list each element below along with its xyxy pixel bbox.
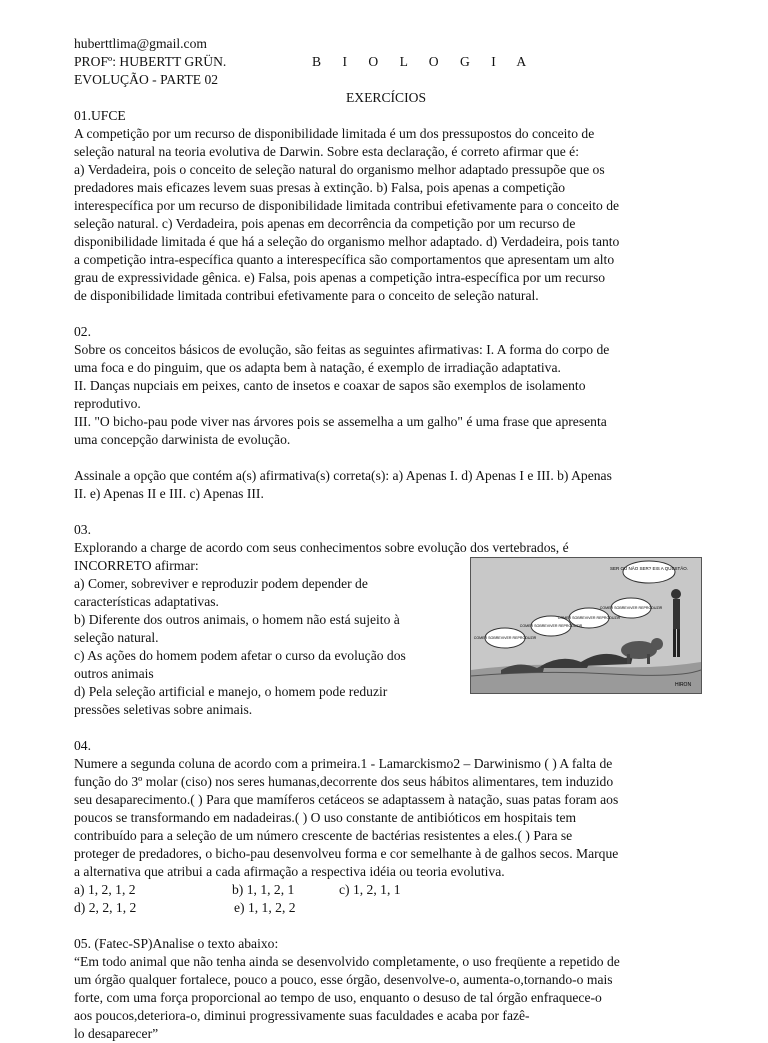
cartoon-drawing bbox=[471, 558, 701, 693]
cartoon-bubble: COMER SOBREVIVER REPRODUZIR bbox=[519, 624, 583, 628]
q3-body bbox=[74, 557, 698, 719]
q3-line: outros animais bbox=[74, 666, 154, 681]
q5-label: 05. (Fatec-SP)Analise o texto abaixo: bbox=[74, 936, 279, 951]
q2-line: III. "O bicho-pau pode viver nas árvores pois se assemelha a um galho" é uma frase que apresenta bbox=[74, 414, 607, 429]
q4-line: função do 3º molar (ciso) nos seres humanas,decorrente dos seus hábitos alimentares, tem induzido bbox=[74, 774, 614, 789]
q4-line: seu desaparecimento.( ) Para que mamíferos cetáceos se adaptassem à natação, suas patas foram aos bbox=[74, 792, 619, 807]
q4-line: a alternativa que atribui a cada afirmação a respectiva idéia ou teoria evolutiva. bbox=[74, 864, 505, 879]
q5-line: lo desaparecer” bbox=[74, 1026, 159, 1041]
cartoon-bubble: COMER SOBREVIVER REPRODUZIR bbox=[473, 636, 537, 640]
cartoon-bubble-top: SER OU NÃO SER? EIS A QUESTÃO. bbox=[609, 566, 689, 571]
q3-line: b) Diferente dos outros animais, o homem não está sujeito à bbox=[74, 612, 400, 627]
q2-line: Sobre os conceitos básicos de evolução, são feitas as seguintes afirmativas: I. A forma do corpo de bbox=[74, 342, 610, 357]
q3-intro: Explorando a charge de acordo com seus conhecimentos sobre evolução dos vertebrados, é bbox=[74, 540, 569, 555]
q2-answer-line: Assinale a opção que contém a(s) afirmativa(s) correta(s): a) Apenas I. d) Apenas I e III. b) Apenas bbox=[74, 468, 612, 483]
q4-text bbox=[74, 755, 698, 881]
q1-line: A competição por um recurso de disponibilidade limitada é um dos pressupostos do conceito de bbox=[74, 126, 595, 141]
q3-line: c) As ações do homem podem afetar o curso da evolução dos bbox=[74, 648, 406, 663]
q3-line: a) Comer, sobreviver e reproduzir podem depender de bbox=[74, 576, 368, 591]
q1-line: interespecífica por um recurso de disponibilidade limitada contribui efetivamente para o conceito de bbox=[74, 198, 620, 213]
topic-title: EVOLUÇÃO - PARTE 02 bbox=[74, 72, 219, 87]
q3-line: d) Pela seleção artificial e manejo, o homem pode reduzir bbox=[74, 684, 388, 699]
q4-option-e: e) 1, 1, 2, 2 bbox=[234, 900, 296, 915]
q3-label: 03. bbox=[74, 522, 91, 537]
document-page bbox=[74, 35, 698, 1043]
q4-option-d: d) 2, 2, 1, 2 bbox=[74, 900, 137, 915]
section-title: EXERCÍCIOS bbox=[345, 90, 427, 105]
q1-text bbox=[74, 125, 698, 305]
cartoon-signature: HIRON bbox=[674, 682, 692, 688]
q1-line: a competição intra-específica quanto a interespecífica são comportamentos que apresentam um alto bbox=[74, 252, 615, 267]
author-email: huberttlima@gmail.com bbox=[74, 36, 207, 51]
q1-line: seleção natural na teoria evolutiva de Darwin. Sobre esta declaração, é correto afirmar que é: bbox=[74, 144, 579, 159]
q1-line: de disponibilidade limitada contribui efetivamente para o conceito de seleção natural. bbox=[74, 288, 539, 303]
q1-label: 01.UFCE bbox=[74, 108, 126, 123]
header-prof-row bbox=[74, 53, 698, 71]
evolution-cartoon-image bbox=[470, 557, 702, 694]
q2-answer-line: II. e) Apenas II e III. c) Apenas III. bbox=[74, 486, 264, 501]
q3-line: seleção natural. bbox=[74, 630, 159, 645]
q3-line: pressões seletivas sobre animais. bbox=[74, 702, 253, 717]
q4-options bbox=[74, 881, 698, 917]
professor-name: PROFº: HUBERTT GRÜN. bbox=[74, 54, 227, 69]
q1-line: disponibilidade limitada é que há a seleção do organismo melhor adaptado. d) Verdadeira, pois tanto bbox=[74, 234, 620, 249]
q4-line: proteger de predadores, o bicho-pau desenvolveu forma e cor semelhante à de galhos secos. Marque bbox=[74, 846, 619, 861]
q2-label: 02. bbox=[74, 324, 91, 339]
q4-line: Numere a segunda coluna de acordo com a primeira.1 - Lamarckismo2 – Darwinismo ( ) A falta de bbox=[74, 756, 613, 771]
q4-option-b: b) 1, 1, 2, 1 bbox=[232, 882, 295, 897]
q2-line: uma foca e do pinguim, que os adapta bem à natação, é exemplo de irradiação adaptativa. bbox=[74, 360, 561, 375]
q4-option-c: c) 1, 2, 1, 1 bbox=[339, 882, 401, 897]
q5-line: aos poucos,deteriora-o, diminui progressivamente suas faculdades e acaba por fazê- bbox=[74, 1008, 530, 1023]
q4-label: 04. bbox=[74, 738, 91, 753]
q3-text bbox=[74, 557, 454, 719]
q5-line: “Em todo animal que não tenha ainda se desenvolvido completamente, o uso freqüente a repetido de bbox=[74, 954, 620, 969]
cartoon-bubble: COMER SOBREVIVER REPRODUZIR bbox=[557, 616, 621, 620]
q2-line: reprodutivo. bbox=[74, 396, 141, 411]
q2-line: uma concepção darwinista de evolução. bbox=[74, 432, 291, 447]
subject-title: B I O L O G I A bbox=[312, 54, 536, 69]
q3-line: características adaptativas. bbox=[74, 594, 219, 609]
q5-text bbox=[74, 953, 698, 1043]
q4-line: contribuído para a seleção de um número crescente de bactérias resistentes a eles.( ) Para se bbox=[74, 828, 573, 843]
q2-text bbox=[74, 341, 698, 449]
q4-option-a: a) 1, 2, 1, 2 bbox=[74, 882, 136, 897]
q5-line: um órgão qualquer fortalece, pouco a pouco, esse órgão, desenvolve-o, aumenta-o,tornando-o mais bbox=[74, 972, 613, 987]
q1-line: a) Verdadeira, pois o conceito de seleção natural do organismo melhor adaptado pressupõe que os bbox=[74, 162, 605, 177]
q1-line: seleção natural. c) Verdadeira, pois apenas em decorrência da competição por um recurso de bbox=[74, 216, 576, 231]
q3-line: INCORRETO afirmar: bbox=[74, 558, 199, 573]
q1-line: predadores mais eficazes levem suas presas à extinção. b) Falsa, pois apenas a competição bbox=[74, 180, 566, 195]
q5-line: forte, com uma força proporcional ao tempo de uso, enquanto o desuso de tal órgão enfraquece-o bbox=[74, 990, 602, 1005]
q4-line: poucos se transformando em nadadeiras.( ) O uso constante de antibióticos em hospitais tem bbox=[74, 810, 577, 825]
q1-line: grau de expressividade gênica. e) Falsa, pois apenas a competição intra-específica por um recurso bbox=[74, 270, 606, 285]
q2-line: II. Danças nupciais em peixes, canto de insetos e coaxar de sapos são exemplos de isolamento bbox=[74, 378, 586, 393]
cartoon-bubble: COMER SOBREVIVER REPRODUZIR bbox=[599, 606, 663, 610]
